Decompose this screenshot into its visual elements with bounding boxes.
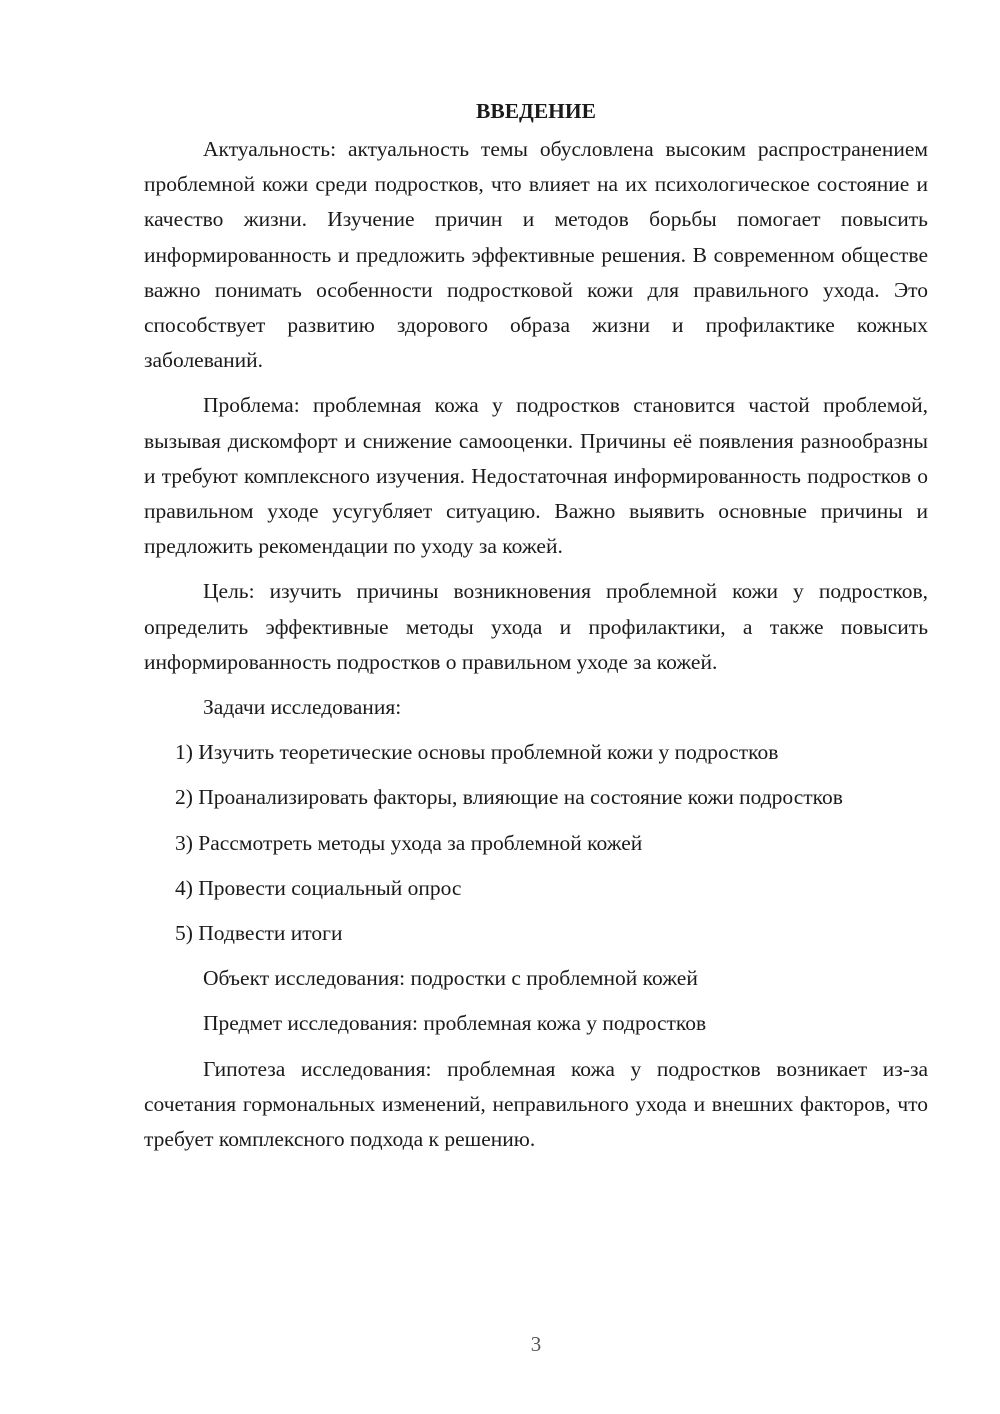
section-heading: ВВЕДЕНИЕ xyxy=(476,99,596,123)
tasks-title: Задачи исследования: xyxy=(203,695,402,720)
task-item: 3) Рассмотреть методы ухода за проблемной кожей xyxy=(175,830,643,855)
research-object: Объект исследования: подростки с проблемной кожей xyxy=(203,966,698,991)
task-item: 2) Проанализировать факторы, влияющие на состояние кожи подростков xyxy=(175,785,843,810)
hypothesis-paragraph: Гипотеза исследования: проблемная кожа у подростков возникает из-за сочетания гормональных изменений, неправильного ухода и внешних факторов, что требует комплексного подхода к решению. xyxy=(144,1056,928,1152)
page-number: 3 xyxy=(530,1332,542,1356)
task-item: 1) Изучить теоретические основы проблемной кожи у подростков xyxy=(175,740,779,765)
research-subject: Предмет исследования: проблемная кожа у подростков xyxy=(203,1011,707,1036)
task-item: 4) Провести социальный опрос xyxy=(175,875,462,900)
document-body xyxy=(144,96,928,1167)
relevance-paragraph: Актуальность: актуальность темы обусловлена высоким распространением проблемной кожи среди подростков, что влияет на их психологическое состояние и качество жизни. Изучение причин и методов борьбы помогает повысить информированность и предложить эффективные решения. В современном обществе важно понимать особенности подростковой кожи для правильного ухода. Это способствует развитию здорового образа жизни и профилактике кожных заболеваний. xyxy=(144,137,928,373)
goal-paragraph: Цель: изучить причины возникновения проблемной кожи у подростков, определить эффективные методы ухода и профилактики, а также повысить информированность подростков о правильном уходе за кожей. xyxy=(144,579,928,674)
problem-paragraph: Проблема: проблемная кожа у подростков становится частой проблемой, вызывая дискомфорт и снижение самооценки. Причины её появления разнообразны и требуют комплексного изучения. Недостаточная информированность подростков о правильном уходе усугубляет ситуацию. Важно выявить основные причины и предложить рекомендации по уходу за кожей. xyxy=(144,393,928,559)
task-item: 5) Подвести итоги xyxy=(175,921,343,946)
